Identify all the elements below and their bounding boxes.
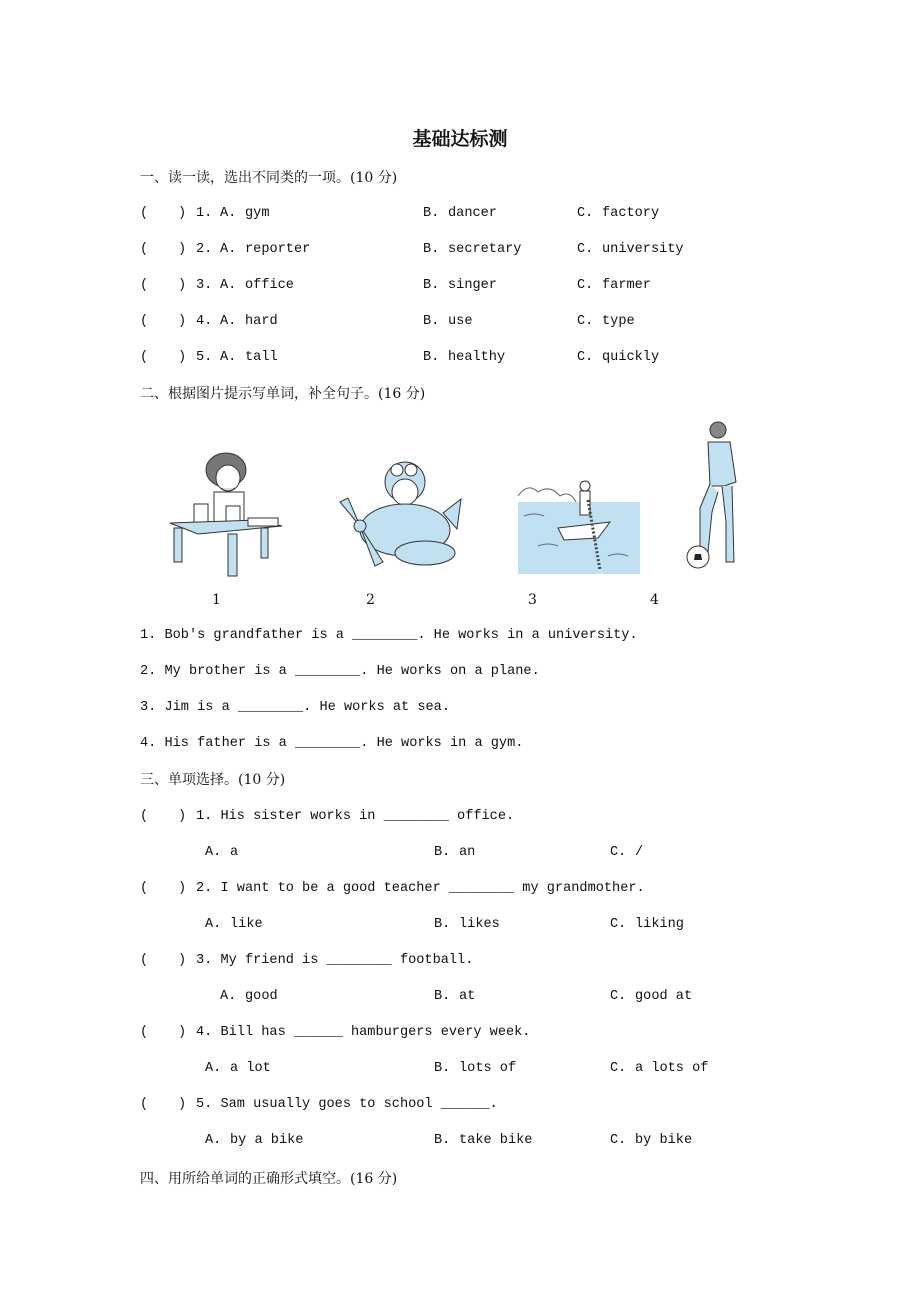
option-b: lots of [459,1061,517,1076]
option-a-label: A. [220,278,237,293]
option-a-label: A. [205,917,222,932]
s3-answer-blank-close[interactable]: ) [178,881,187,896]
option-a: a [230,845,239,860]
option-c: good at [635,989,693,1004]
question-number: 4. [196,314,213,329]
option-a-label: A. [205,845,222,860]
option-c-label: C. [577,350,594,365]
s3-answer-blank-open[interactable]: ( [140,809,149,824]
option-c-label: C. [610,1061,627,1076]
s1-answer-blank-open[interactable]: ( [140,206,149,221]
s1-answer-blank-open[interactable]: ( [140,242,149,257]
option-c: university [602,242,684,257]
option-c-label: C. [610,917,627,932]
option-c: quickly [602,350,660,365]
option-b: likes [459,917,500,932]
option-c-label: C. [577,206,594,221]
option-b-label: B. [434,1133,451,1148]
option-b-label: B. [434,917,451,932]
section-1-heading: 一、读一读，选出不同类的一项。(10 分) [140,170,398,186]
option-b: an [459,845,476,860]
option-b-label: B. [434,845,451,860]
option-c-label: C. [610,1133,627,1148]
option-a-label: A. [205,1061,222,1076]
option-b: take bike [459,1133,533,1148]
s1-answer-blank-open[interactable]: ( [140,350,149,365]
section-3-heading: 三、单项选择。(10 分) [140,772,286,788]
option-c: by bike [635,1133,693,1148]
s1-answer-blank-open[interactable]: ( [140,278,149,293]
option-b-label: B. [423,206,440,221]
s3-answer-blank-close[interactable]: ) [178,1025,187,1040]
option-a: hard [245,314,278,329]
s1-answer-blank-close[interactable]: ) [178,314,187,329]
picture-label: 4 [650,592,659,608]
s3-answer-blank-close[interactable]: ) [178,809,187,824]
s3-answer-blank-close[interactable]: ) [178,953,187,968]
question-text: 4. Bill has ______ hamburgers every week. [196,1025,531,1040]
section-4-heading: 四、用所给单词的正确形式填空。(16 分) [140,1171,398,1187]
option-b: use [448,314,473,329]
option-a: gym [245,206,270,221]
option-a: good [245,989,278,1004]
option-b: dancer [448,206,497,221]
option-b: healthy [448,350,506,365]
option-a: reporter [245,242,311,257]
section-2-heading: 二、根据图片提示写单词，补全句子。(16 分) [140,386,426,402]
option-c: factory [602,206,660,221]
option-b-label: B. [434,989,451,1004]
option-c: liking [635,917,684,932]
coach-illustration [680,420,752,572]
option-c-label: C. [577,314,594,329]
option-c: type [602,314,635,329]
fill-in-sentence: 3. Jim is a ________. He works at sea. [140,700,450,715]
page-title: 基础达标测 [412,128,508,150]
option-b-label: B. [434,1061,451,1076]
fill-in-sentence: 4. His father is a ________. He works in a gym. [140,736,524,751]
s1-answer-blank-close[interactable]: ) [178,242,187,257]
s3-answer-blank-open[interactable]: ( [140,953,149,968]
option-a-label: A. [220,989,237,1004]
option-a-label: A. [220,242,237,257]
s3-answer-blank-open[interactable]: ( [140,1097,149,1112]
option-a-label: A. [220,350,237,365]
option-b-label: B. [423,314,440,329]
question-number: 2. [196,242,213,257]
fill-in-sentence: 1. Bob's grandfather is a ________. He works in a university. [140,628,638,643]
option-b: secretary [448,242,522,257]
option-a-label: A. [220,206,237,221]
s1-answer-blank-close[interactable]: ) [178,350,187,365]
s3-answer-blank-open[interactable]: ( [140,881,149,896]
option-c: farmer [602,278,651,293]
option-b: at [459,989,476,1004]
picture-label: 2 [366,592,375,608]
question-text: 5. Sam usually goes to school ______. [196,1097,498,1112]
s3-answer-blank-close[interactable]: ) [178,1097,187,1112]
option-a-label: A. [220,314,237,329]
question-number: 3. [196,278,213,293]
option-c-label: C. [577,242,594,257]
fill-in-sentence: 2. My brother is a ________. He works on a plane. [140,664,540,679]
picture-label: 1 [212,592,221,608]
option-a: tall [245,350,278,365]
option-b-label: B. [423,242,440,257]
option-c-label: C. [610,989,627,1004]
pilot-illustration [335,458,465,578]
fisherman-illustration [518,476,642,576]
question-text: 1. His sister works in ________ office. [196,809,515,824]
question-number: 1. [196,206,213,221]
picture-label: 3 [528,592,537,608]
option-a-label: A. [205,1133,222,1148]
option-c: / [635,845,644,860]
question-text: 3. My friend is ________ football. [196,953,474,968]
s3-answer-blank-open[interactable]: ( [140,1025,149,1040]
scientist-illustration [166,448,286,580]
s1-answer-blank-close[interactable]: ) [178,206,187,221]
option-b: singer [448,278,497,293]
question-text: 2. I want to be a good teacher ________ my grandmother. [196,881,645,896]
option-c: a lots of [635,1061,709,1076]
option-c-label: C. [610,845,627,860]
option-b-label: B. [423,350,440,365]
option-a: by a bike [230,1133,304,1148]
option-a: like [230,917,263,932]
s1-answer-blank-close[interactable]: ) [178,278,187,293]
option-a: office [245,278,294,293]
question-number: 5. [196,350,213,365]
s1-answer-blank-open[interactable]: ( [140,314,149,329]
option-a: a lot [230,1061,271,1076]
option-b-label: B. [423,278,440,293]
option-c-label: C. [577,278,594,293]
